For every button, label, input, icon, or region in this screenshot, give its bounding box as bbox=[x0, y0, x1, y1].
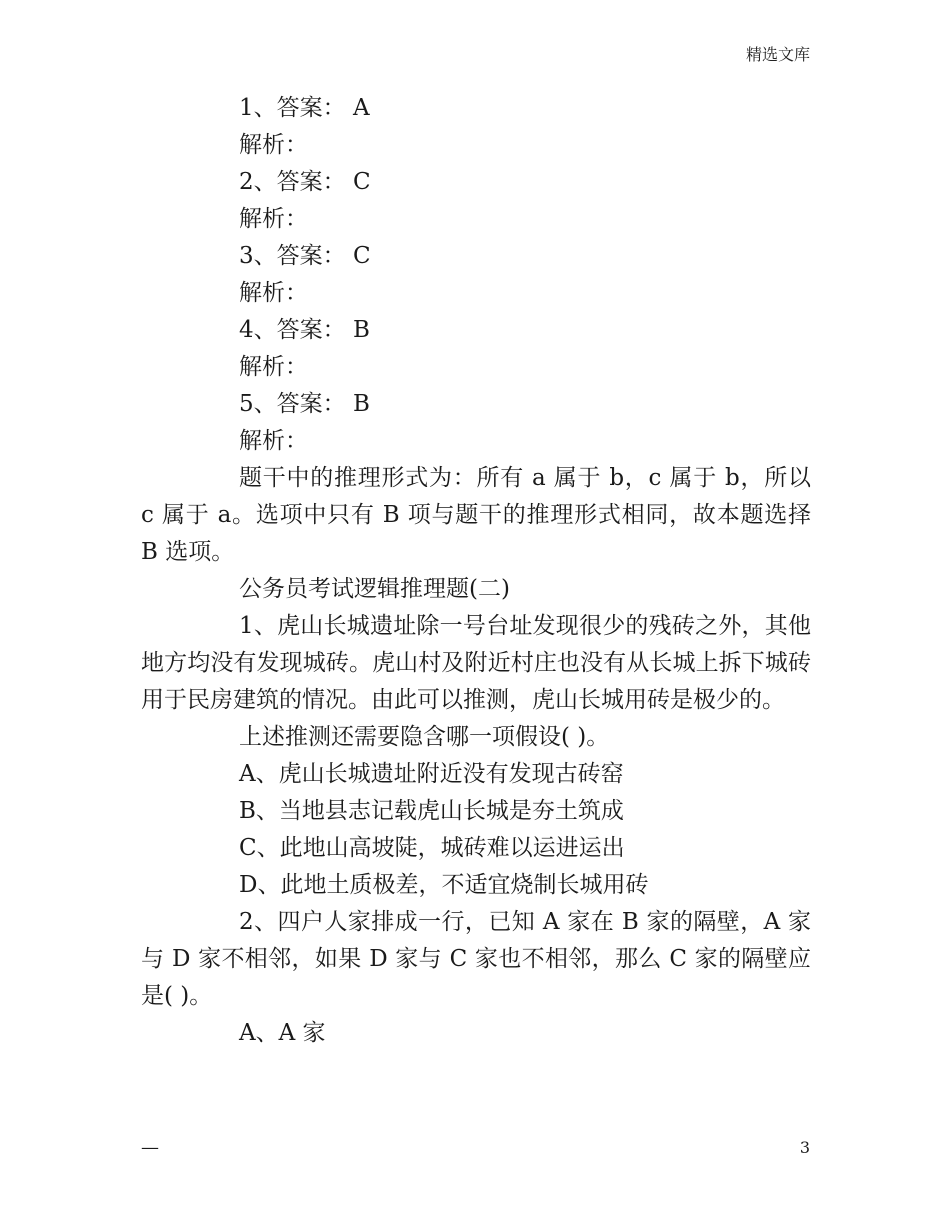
explanation-paragraph: 题干中的推理形式为：所有 a 属于 b，c 属于 b，所以 c 属于 a。选项中只有 B 项与题干的推理形式相同，故本题选择 B 选项。 bbox=[141, 465, 811, 565]
analysis-label-1: 解析： bbox=[239, 132, 308, 158]
analysis-label-2: 解析： bbox=[239, 206, 308, 232]
answer-line-5: 5、答案： B bbox=[239, 391, 370, 417]
answer-line-3: 3、答案： C bbox=[239, 243, 371, 269]
question-1-stem: 1、虎山长城遗址除一号台址发现很少的残砖之外，其他地方均没有发现城砖。虎山村及附近村庄也没有从长城上拆下城砖用于民房建筑的情况。由此可以推测，虎山长城用砖是极少的。 bbox=[141, 613, 811, 713]
analysis-label-5: 解析： bbox=[239, 428, 308, 454]
section-title: 公务员考试逻辑推理题(二) bbox=[239, 576, 510, 602]
question-1-option-b: B、当地县志记载虎山长城是夯土筑成 bbox=[239, 798, 624, 824]
analysis-label-4: 解析： bbox=[239, 354, 308, 380]
answer-line-4: 4、答案： B bbox=[239, 317, 370, 343]
document-body bbox=[141, 90, 811, 1052]
question-2-option-a: A、A 家 bbox=[239, 1020, 326, 1046]
answer-line-2: 2、答案： C bbox=[239, 169, 371, 195]
question-1-prompt: 上述推测还需要隐含哪一项假设( )。 bbox=[239, 724, 610, 750]
question-1-option-c: C、此地山高坡陡，城砖难以运进运出 bbox=[239, 835, 625, 861]
page-number: 3 bbox=[799, 1138, 810, 1157]
analysis-label-3: 解析： bbox=[239, 280, 308, 306]
question-1-option-a: A、虎山长城遗址附近没有发现古砖窑 bbox=[239, 761, 624, 787]
header-brand: 精选文库 bbox=[745, 45, 810, 64]
answer-line-1: 1、答案： A bbox=[239, 95, 370, 121]
question-1-option-d: D、此地土质极差，不适宜烧制长城用砖 bbox=[239, 872, 649, 898]
footer-dash: — bbox=[141, 1137, 159, 1158]
question-2-stem: 2、四户人家排成一行，已知 A 家在 B 家的隔壁，A 家与 D 家不相邻，如果 D 家与 C 家也不相邻，那么 C 家的隔壁应是( )。 bbox=[141, 909, 811, 1009]
